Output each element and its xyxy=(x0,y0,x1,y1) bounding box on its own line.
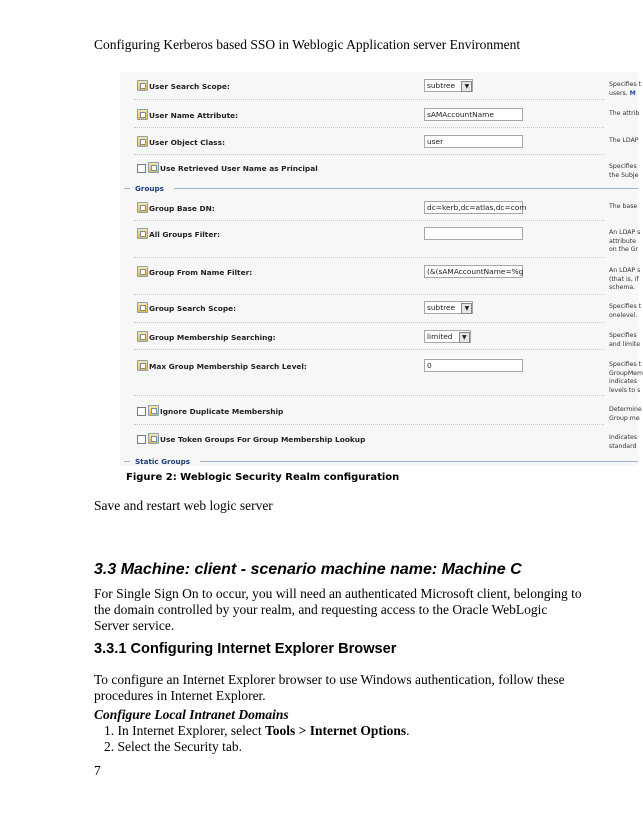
field-info-icon xyxy=(137,266,148,277)
field-label: Use Retrieved User Name as Principal xyxy=(160,164,318,173)
user-name-attribute-input[interactable]: sAMAccountName xyxy=(424,108,523,121)
group-search-scope-select[interactable]: subtree ▼ xyxy=(424,301,473,314)
page-header: Configuring Kerberos based SSO in Weblogic Application server Environment xyxy=(94,37,521,52)
field-label: Max Group Membership Search Level: xyxy=(149,362,307,371)
field-info-icon xyxy=(148,433,159,444)
subsection-title: Configure Local Intranet Domains xyxy=(94,707,289,722)
realm-config-screenshot: User Search Scope: subtree ▼ Specifies t users. M User Name Attribute: sAMAccountName The attrib User Object Class: user The LDAP Use Retrieved User Name as Principal Specifies the Subje Groups Group Base DN: dc=kerb,dc=atlas,dc=com The base All Groups Filter: An LDAP s attribute on the Gr Group From Name Filter: (&(sAMAccountName=%g An LDAP s (that is, if schema. Group Search Scope: subtree ▼ Specifies t onelevel. Group Membership Searching: limited ▼ Specifies and limite Max Group Membership Search Level: 0 Specifies t GroupMem indicates levels to s Ignore Duplicate Membership Determine Group me Use Token Groups For Group Membership Lookup Indicates standard Static Groups xyxy=(120,72,638,466)
field-info-icon xyxy=(137,202,148,213)
group-membership-searching-select[interactable]: limited ▼ xyxy=(424,330,471,343)
sso-paragraph: For Single Sign On to occur, you will need an authenticated Microsoft client, belonging to the domain controlled by your realm, and requesting access to the Oracle WebLogic Server service. xyxy=(94,586,582,633)
field-description: Specifies t GroupMem indicates levels to s xyxy=(609,361,643,394)
field-description: Specifies t onelevel. xyxy=(609,303,642,319)
dropdown-arrow-icon[interactable]: ▼ xyxy=(459,332,470,343)
use-retrieved-user-name-checkbox[interactable] xyxy=(137,164,146,173)
field-info-icon xyxy=(137,109,148,120)
field-info-icon xyxy=(137,360,148,371)
field-description: Indicates standard xyxy=(609,434,638,450)
group-base-dn-input[interactable]: dc=kerb,dc=atlas,dc=com xyxy=(424,201,523,214)
field-label: Group From Name Filter: xyxy=(149,268,253,277)
field-info-icon xyxy=(148,405,159,416)
field-info-icon xyxy=(148,162,159,173)
group-from-name-filter-input[interactable]: (&(sAMAccountName=%g xyxy=(424,265,523,278)
field-description: Specifies t users. M xyxy=(609,81,642,97)
ie-paragraph: To configure an Internet Explorer browser to use Windows authentication, follow these procedures in Internet Explorer. xyxy=(94,672,565,703)
all-groups-filter-input[interactable] xyxy=(424,227,523,240)
field-label: User Name Attribute: xyxy=(149,111,239,120)
page-number: 7 xyxy=(94,763,101,778)
field-label: All Groups Filter: xyxy=(149,230,220,239)
field-description: An LDAP s attribute on the Gr xyxy=(609,229,641,253)
field-label: User Object Class: xyxy=(149,138,225,147)
field-info-icon xyxy=(137,136,148,147)
field-description: Specifies and limite xyxy=(609,332,641,348)
use-token-groups-checkbox[interactable] xyxy=(137,435,146,444)
section-heading-3-3-1: 3.3.1 Configuring Internet Explorer Browser xyxy=(94,641,397,657)
figure-caption: Figure 2: Weblogic Security Realm configuration xyxy=(126,472,400,483)
ignore-duplicate-membership-checkbox[interactable] xyxy=(137,407,146,416)
max-search-level-input[interactable]: 0 xyxy=(424,359,523,372)
more-info-link[interactable]: M xyxy=(629,89,636,97)
field-label: User Search Scope: xyxy=(149,82,230,91)
user-object-class-input[interactable]: user xyxy=(424,135,523,148)
dropdown-arrow-icon[interactable]: ▼ xyxy=(461,303,472,314)
step-1: 1. In Internet Explorer, select Tools > Internet Options. xyxy=(104,723,410,738)
user-search-scope-select[interactable]: subtree ▼ xyxy=(424,79,473,92)
field-info-icon xyxy=(137,80,148,91)
field-description: The base xyxy=(609,203,638,210)
dropdown-arrow-icon[interactable]: ▼ xyxy=(461,81,472,92)
field-label: Group Base DN: xyxy=(149,204,215,213)
field-info-icon xyxy=(137,228,148,239)
field-label: Ignore Duplicate Membership xyxy=(160,407,284,416)
field-label: Group Search Scope: xyxy=(149,304,237,313)
field-description: Determine Group me xyxy=(609,406,642,422)
field-description: An LDAP s (that is, if schema. xyxy=(609,267,641,291)
field-description: Specifies the Subje xyxy=(609,163,639,179)
field-description: The attrib xyxy=(609,110,640,117)
field-label: Use Token Groups For Group Membership Lookup xyxy=(160,435,366,444)
section-heading-3-3: 3.3 Machine: client - scenario machine name: Machine C xyxy=(94,561,522,578)
field-info-icon xyxy=(137,302,148,313)
field-info-icon xyxy=(137,331,148,342)
save-restart-paragraph: Save and restart web logic server xyxy=(94,498,273,513)
field-description: The LDAP xyxy=(609,137,639,144)
field-label: Group Membership Searching: xyxy=(149,333,276,342)
step-2: 2. Select the Security tab. xyxy=(104,739,242,754)
